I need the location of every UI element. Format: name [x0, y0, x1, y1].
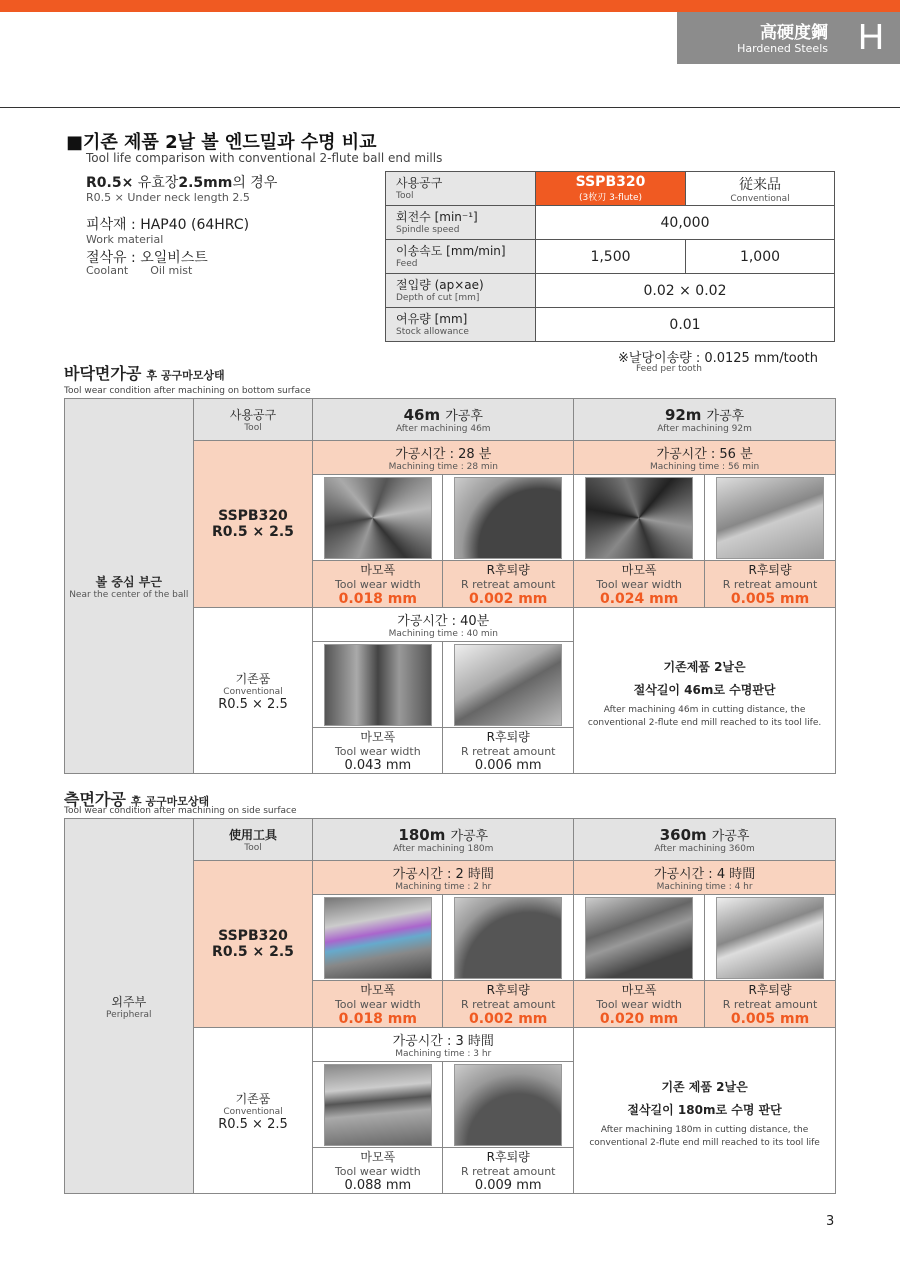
col1-big: 46m [403, 406, 441, 424]
tool-label-cell [193, 819, 313, 861]
retreat-ko: R후퇴량 [486, 1150, 530, 1164]
sspb-size: R0.5 × 2.5 [212, 944, 294, 960]
measure-cell [443, 981, 574, 1028]
time1-en: Machining time : 2 hr [395, 882, 492, 892]
measure-cell [574, 561, 705, 608]
retreat-value: 0.005 mm [730, 1011, 810, 1027]
photo-cell [705, 895, 836, 981]
region-ko: 외주부 [111, 994, 147, 1009]
conv-size: R0.5 × 2.5 [218, 1116, 288, 1132]
spec-label-ko: 사용공구 [396, 176, 443, 190]
tool-life-note [574, 1028, 836, 1194]
time2-ko: 가공시간 : 56 분 [656, 447, 753, 462]
cutting-conditions-table [385, 171, 835, 342]
retreat-ko: R후퇴량 [486, 983, 530, 997]
material-en: Work material [86, 233, 164, 246]
tool-b-sub: Conventional [730, 193, 790, 204]
region-en: Near the center of the ball [69, 589, 189, 600]
machining-time-3 [313, 1028, 574, 1062]
col2-big: 360m [659, 826, 707, 844]
retreat-photo [454, 897, 562, 979]
time3-ko: 가공시간 : 40분 [397, 614, 490, 629]
time3-ko: 가공시간 : 3 時間 [392, 1034, 494, 1049]
region-en: Peripheral [106, 1009, 152, 1020]
spec-label [386, 240, 536, 274]
sspb-tool-cell [193, 861, 313, 1028]
retreat-ko: R후퇴량 [486, 730, 530, 744]
side-wear-table [64, 818, 836, 1194]
spec-label [386, 206, 536, 240]
machining-time-2 [574, 861, 836, 895]
retreat-photo [454, 1064, 562, 1146]
wear-en: Tool wear width [334, 1165, 421, 1178]
retreat-ko: R후퇴량 [748, 983, 792, 997]
coolant-en-value: Oil mist [150, 264, 193, 277]
wear-photo [324, 644, 432, 726]
col1-big: 180m [398, 826, 446, 844]
spec-label [386, 172, 536, 206]
note-ko2: 절삭길이 46m로 수명판단 [633, 682, 776, 697]
tool-label-en: Tool [244, 843, 262, 853]
table-row [65, 399, 836, 441]
wear-value: 0.020 mm [599, 1011, 679, 1027]
side-title-en: Tool wear condition after machining on side surface [64, 806, 297, 816]
retreat-value: 0.009 mm [474, 1178, 542, 1193]
col2-en: After machining 92m [657, 424, 752, 434]
time1-en: Machining time : 28 min [388, 462, 498, 472]
measure-cell [313, 728, 443, 774]
condition-bold2: 2.5mm [178, 175, 233, 191]
spec-label [386, 308, 536, 342]
wear-ko: 마모폭 [621, 563, 657, 577]
spec-row-feed [386, 240, 835, 274]
tool-b-name: 従来品 [739, 176, 781, 193]
photo-cell [443, 1062, 574, 1148]
retreat-photo [454, 477, 562, 559]
header-rule [0, 107, 900, 108]
photo-cell [443, 475, 574, 561]
time3-en: Machining time : 40 min [388, 629, 498, 639]
bottom-title-suffix: 후 공구마모상태 [146, 369, 225, 382]
page-title: ■기존 제품 2날 볼 엔드밀과 수명 비교 [66, 132, 377, 153]
retreat-photo [454, 644, 562, 726]
feed-note-en: Feed per tooth [636, 364, 702, 374]
conventional-tool-cell [193, 1028, 313, 1194]
region-cell [65, 819, 194, 1194]
spec-label [386, 274, 536, 308]
col2-ko: 가공후 [711, 829, 750, 844]
wear-value: 0.018 mm [338, 591, 417, 607]
sspb-name: SSPB320 [218, 508, 288, 524]
tool-label-en: Tool [244, 423, 262, 433]
wear-value: 0.088 mm [344, 1178, 412, 1193]
wear-ko: 마모폭 [360, 563, 396, 577]
bottom-title-en: Tool wear condition after machining on bottom surface [64, 386, 311, 396]
spec-value: 0.01 [536, 308, 835, 342]
side-title: 측면가공 [64, 790, 126, 809]
conv-en: Conventional [223, 686, 283, 697]
col1-ko: 가공후 [450, 829, 489, 844]
wear-en: Tool wear width [334, 998, 421, 1011]
spec-value: 40,000 [536, 206, 835, 240]
spec-label-en: Depth of cut [mm] [396, 293, 480, 303]
photo-cell [313, 475, 443, 561]
wear-en: Tool wear width [334, 745, 421, 758]
time2-en: Machining time : 4 hr [656, 882, 753, 892]
machining-time-1 [313, 441, 574, 475]
table-row [65, 819, 836, 861]
photo-cell [443, 895, 574, 981]
spec-row-speed [386, 206, 835, 240]
wear-ko: 마모폭 [360, 1150, 396, 1164]
wear-value: 0.024 mm [599, 591, 679, 607]
wear-value: 0.018 mm [338, 1011, 417, 1027]
wear-photo [585, 477, 693, 559]
note-ko2: 절삭길이 180m로 수명 판단 [627, 1102, 782, 1117]
bottom-section-title [64, 361, 225, 384]
photo-cell [574, 895, 705, 981]
retreat-value: 0.002 mm [469, 1011, 548, 1027]
sspb-tool-cell [193, 441, 313, 608]
machining-time-1 [313, 861, 574, 895]
conv-ko: 기존품 [235, 671, 271, 686]
time2-en: Machining time : 56 min [649, 462, 760, 472]
spec-row-tool [386, 172, 835, 206]
retreat-value: 0.005 mm [730, 591, 810, 607]
col1-en: After machining 46m [395, 424, 491, 434]
retreat-ko: R후퇴량 [748, 563, 792, 577]
wear-photo [324, 477, 432, 559]
top-accent-bar [0, 0, 900, 12]
photo-cell [574, 475, 705, 561]
coolant-en [86, 264, 192, 277]
wear-photo [324, 1064, 432, 1146]
measure-cell [705, 981, 836, 1028]
conv-ko: 기존품 [235, 1091, 271, 1106]
retreat-en: R retreat amount [460, 745, 556, 758]
col2-big: 92m [664, 406, 702, 424]
tool-life-note [574, 608, 836, 774]
retreat-en: R retreat amount [460, 998, 556, 1011]
wear-en: Tool wear width [596, 998, 682, 1011]
coolant-ko: 절삭유 : 오일비스트 [86, 250, 208, 266]
spec-label-ko: 이송속도 [mm/min] [396, 244, 506, 258]
measure-cell [443, 728, 574, 774]
photo-cell [443, 642, 574, 728]
condition-end: 의 경우 [232, 175, 278, 191]
time1-ko: 가공시간 : 2 時間 [392, 867, 494, 882]
wear-ko: 마모폭 [621, 983, 657, 997]
photo-cell [313, 895, 443, 981]
retreat-photo [716, 897, 824, 979]
wear-photo [324, 897, 432, 979]
condition-mid: 유효장 [133, 175, 179, 191]
spec-label-ko: 절입량 (ap×ae) [396, 278, 484, 292]
tool-label-ko: 使用工具 [228, 828, 277, 842]
col2-ko: 가공후 [706, 409, 745, 424]
sspb-name: SSPB320 [218, 928, 288, 944]
photo-cell [313, 642, 443, 728]
retreat-en: R retreat amount [722, 998, 818, 1011]
note-en: After machining 180m in cutting distance, the conventional 2-flute end mill reached to its tool life [589, 1124, 820, 1148]
region-ko: 볼 중심 부근 [95, 574, 162, 589]
condition-bold1: R0.5× [86, 175, 134, 191]
bottom-title: 바닥면가공 [64, 364, 142, 383]
spec-label-en: Spindle speed [396, 225, 460, 235]
category-en: Hardened Steels [737, 42, 828, 55]
col1-en: After machining 180m [393, 844, 494, 854]
note-en: After machining 46m in cutting distance, the conventional 2-flute end mill reached to its tool life. [587, 704, 822, 728]
measure-cell [313, 1148, 443, 1194]
spec-value-b: 1,000 [686, 240, 835, 274]
tool-a-header [536, 172, 686, 206]
retreat-en: R retreat amount [460, 578, 556, 591]
wear-ko: 마모폭 [360, 983, 396, 997]
measure-cell [443, 561, 574, 608]
col1-ko: 가공후 [445, 409, 483, 424]
retreat-en: R retreat amount [460, 1165, 556, 1178]
note-ko1: 기존 제품 2날은 [661, 1079, 748, 1094]
spec-label-en: Stock allowance [396, 327, 469, 337]
spec-row-depth [386, 274, 835, 308]
time1-ko: 가공시간 : 28 분 [395, 447, 492, 462]
measure-cell [313, 981, 443, 1028]
tool-a-sub: (3枚刃 3-flute) [578, 193, 643, 203]
conv-en: Conventional [223, 1106, 283, 1117]
tool-label-ko: 사용공구 [229, 408, 277, 422]
col2-en: After machining 360m [654, 844, 755, 854]
spec-value: 0.02 × 0.02 [536, 274, 835, 308]
time3-en: Machining time : 3 hr [395, 1049, 492, 1059]
retreat-photo [716, 477, 824, 559]
spec-label-en: Feed [396, 259, 418, 269]
measure-cell [313, 561, 443, 608]
sspb-size: R0.5 × 2.5 [212, 524, 294, 540]
machining-time-3 [313, 608, 574, 642]
wear-photo [585, 897, 693, 979]
wear-en: Tool wear width [334, 578, 421, 591]
material-ko: 피삭재 : HAP40 (64HRC) [86, 217, 250, 233]
page-subtitle: Tool life comparison with conventional 2-flute ball end mills [86, 151, 443, 165]
measure-cell [574, 981, 705, 1028]
wear-value: 0.043 mm [344, 758, 412, 773]
conv-size: R0.5 × 2.5 [218, 696, 288, 712]
condition-line [86, 172, 277, 192]
retreat-en: R retreat amount [722, 578, 818, 591]
column-header-1 [313, 399, 574, 441]
retreat-value: 0.006 mm [474, 758, 542, 773]
wear-ko: 마모폭 [360, 730, 396, 744]
category-ko: 高硬度鋼 [760, 23, 828, 43]
time2-ko: 가공시간 : 4 時間 [653, 867, 756, 882]
column-header-1 [313, 819, 574, 861]
region-cell [65, 399, 194, 774]
wear-en: Tool wear width [596, 578, 682, 591]
conventional-tool-cell [193, 608, 313, 774]
condition-en: R0.5 × Under neck length 2.5 [86, 191, 250, 204]
column-header-2 [574, 819, 836, 861]
tool-b-header [686, 172, 835, 206]
machining-time-2 [574, 441, 836, 475]
retreat-ko: R후퇴량 [486, 563, 530, 577]
column-header-2 [574, 399, 836, 441]
spec-label-ko: 회전수 [min⁻¹] [396, 210, 478, 224]
photo-cell [313, 1062, 443, 1148]
feed-note-ko: ※날당이송량 : 0.0125 mm/tooth [618, 351, 818, 366]
category-tab [677, 12, 900, 64]
side-title-suffix: 후 공구마모상태 [130, 795, 210, 808]
tool-a-name: SSPB320 [575, 174, 646, 190]
spec-label-ko: 여유량 [mm] [396, 312, 468, 326]
coolant-en-label: Coolant [86, 264, 129, 277]
page-number: 3 [826, 1214, 835, 1229]
spec-row-stock [386, 308, 835, 342]
retreat-value: 0.002 mm [469, 591, 548, 607]
section-letter: H [858, 16, 884, 57]
measure-cell [705, 561, 836, 608]
tool-label-cell [193, 399, 313, 441]
note-ko1: 기존제품 2날은 [663, 659, 746, 674]
photo-cell [705, 475, 836, 561]
bottom-wear-table [64, 398, 836, 774]
spec-label-en: Tool [396, 191, 414, 201]
measure-cell [443, 1148, 574, 1194]
spec-value-a: 1,500 [536, 240, 686, 274]
